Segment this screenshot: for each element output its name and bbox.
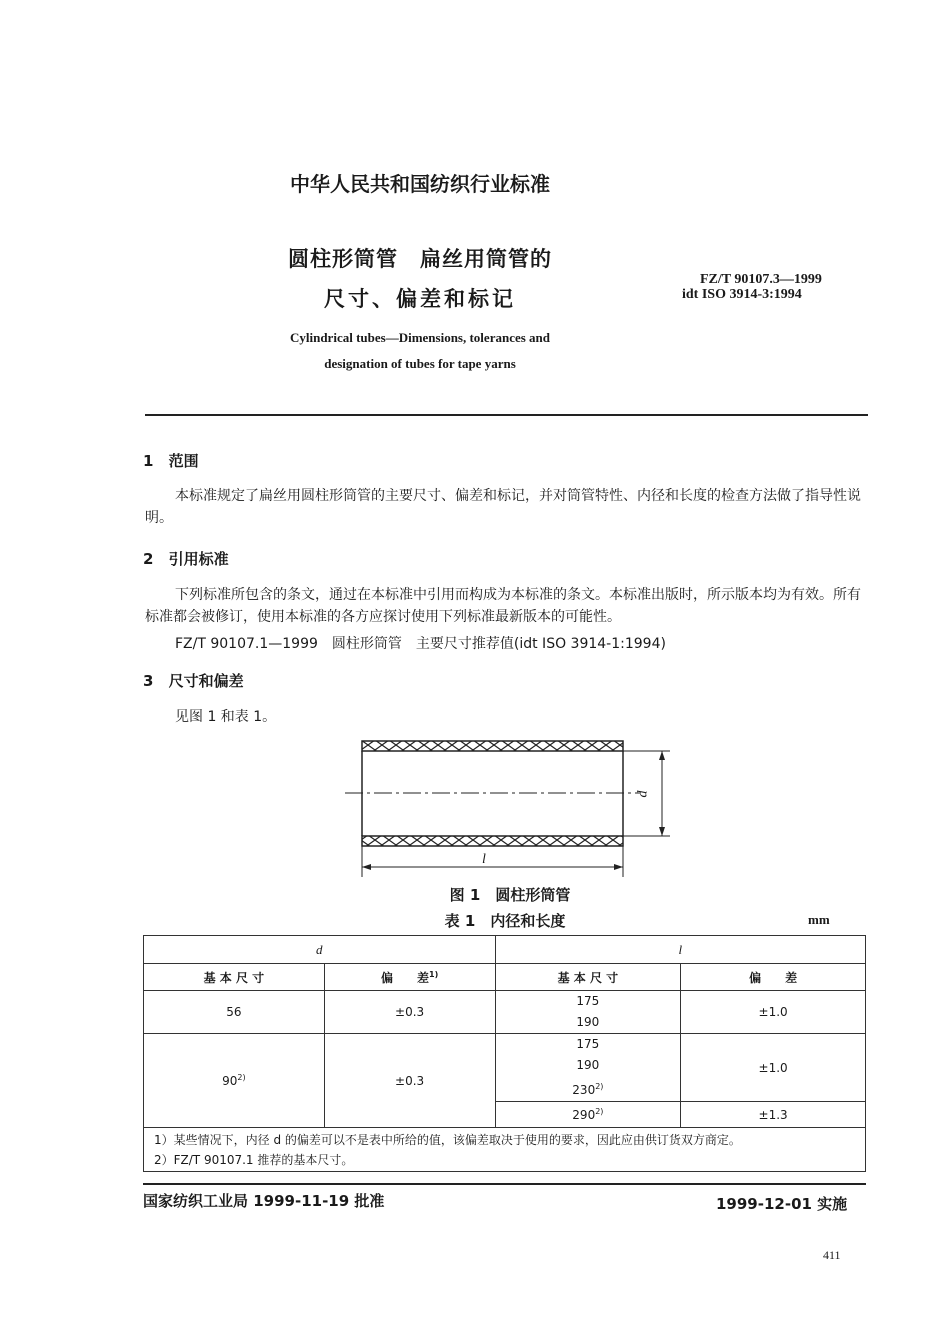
- header-l-basic: 基 本 尺 寸: [495, 964, 681, 991]
- section-3-text: 见图 1 和表 1。: [175, 709, 277, 725]
- section-1-heading: [143, 450, 199, 471]
- section-3-heading: [143, 670, 244, 691]
- cell-l-tolerance: ±1.0: [681, 1034, 866, 1102]
- cell-l-basic: 175 190 230$^{2)}$: [495, 1034, 681, 1102]
- standard-category: 中华人民共和国纺织行业标准: [290, 172, 550, 196]
- footnote-1: 1）某些情况下，内径 d 的偏差可以不是表中所给的值，该偏差取决于使用的要求，因此应由供订货双方商定。: [154, 1132, 741, 1147]
- footer-divider: [143, 1183, 866, 1185]
- tube-bottom-wall: [362, 836, 623, 846]
- footnote-2: 2）FZ/T 90107.1 推荐的基本尺寸。: [154, 1152, 354, 1167]
- cell-d-basic: 56: [144, 991, 325, 1034]
- section-1-text: 本标准规定了扁丝用圆柱形筒管的主要尺寸、偏差和标记，并对筒管特性、内径和长度的检查方法做了指导性说明。: [145, 488, 861, 526]
- section-3-number: 3: [143, 672, 154, 690]
- table-row: [144, 991, 866, 1034]
- header-divider: [145, 414, 868, 416]
- cell-l-tolerance: ±1.3: [681, 1102, 866, 1128]
- label-l: l: [482, 852, 486, 867]
- table-row: [144, 1034, 866, 1102]
- cell-d-basic: 90$^{2)}$: [144, 1034, 325, 1128]
- section-2-reference: FZ/T 90107.1—1999 圆柱形筒管 主要尺寸推荐值(idt ISO 3914-1:1994): [175, 636, 666, 652]
- approval-date: 国家纺织工业局 1999-11-19 批准: [143, 1192, 385, 1210]
- tube-top-wall: [362, 741, 623, 751]
- idt-reference: idt ISO 3914-3:1994: [682, 287, 802, 302]
- section-2-heading: [143, 548, 229, 569]
- title-zh-line1: 圆柱形筒管 扁丝用筒管的: [288, 247, 552, 271]
- table-footnotes: [144, 1128, 866, 1172]
- section-2-text: 下列标准所包含的条文，通过在本标准中引用而构成为本标准的条文。本标准出版时，所示版本均为有效。所有标准都会被修订，使用本标准的各方应探讨使用下列标准最新版本的可能性。: [145, 587, 861, 625]
- cell-d-tolerance: ±0.3: [324, 991, 495, 1034]
- header-l-tolerance: 偏 差: [681, 964, 866, 991]
- section-3-title: 尺寸和偏差: [168, 672, 244, 690]
- implementation-date: 1999-12-01 实施: [716, 1195, 848, 1213]
- header-d-tolerance: 偏 差$^{1)}$: [324, 964, 495, 991]
- label-d: d: [635, 790, 651, 798]
- title-zh-line2: 尺寸、偏差和标记: [324, 287, 516, 311]
- table-caption: 表 1 内径和长度: [444, 912, 566, 930]
- cell-d-tolerance: ±0.3: [324, 1034, 495, 1128]
- section-2-number: 2: [143, 550, 154, 568]
- title-en-line1: Cylindrical tubes—Dimensions, tolerances and: [289, 330, 550, 345]
- cell-l-basic: 175 190: [495, 991, 681, 1034]
- group-d-header: d: [144, 936, 496, 964]
- section-1-title: 范围: [168, 452, 199, 470]
- page-number: 411: [823, 1248, 841, 1262]
- title-en-line2: designation of tubes for tape yarns: [324, 356, 516, 371]
- figure-caption: 图 1 圆柱形筒管: [449, 886, 571, 904]
- cell-l-basic: 290$^{2)}$: [495, 1102, 681, 1128]
- dimensions-table: [143, 935, 866, 1172]
- table-unit: mm: [808, 912, 830, 927]
- section-2-title: 引用标准: [168, 550, 229, 568]
- cell-l-tolerance: ±1.0: [681, 991, 866, 1034]
- standard-code: FZ/T 90107.3—1999: [700, 272, 822, 287]
- tube-drawing: [340, 735, 680, 880]
- group-l-header: l: [495, 936, 866, 964]
- header-d-basic: 基 本 尺 寸: [144, 964, 325, 991]
- section-1-number: 1: [143, 452, 154, 470]
